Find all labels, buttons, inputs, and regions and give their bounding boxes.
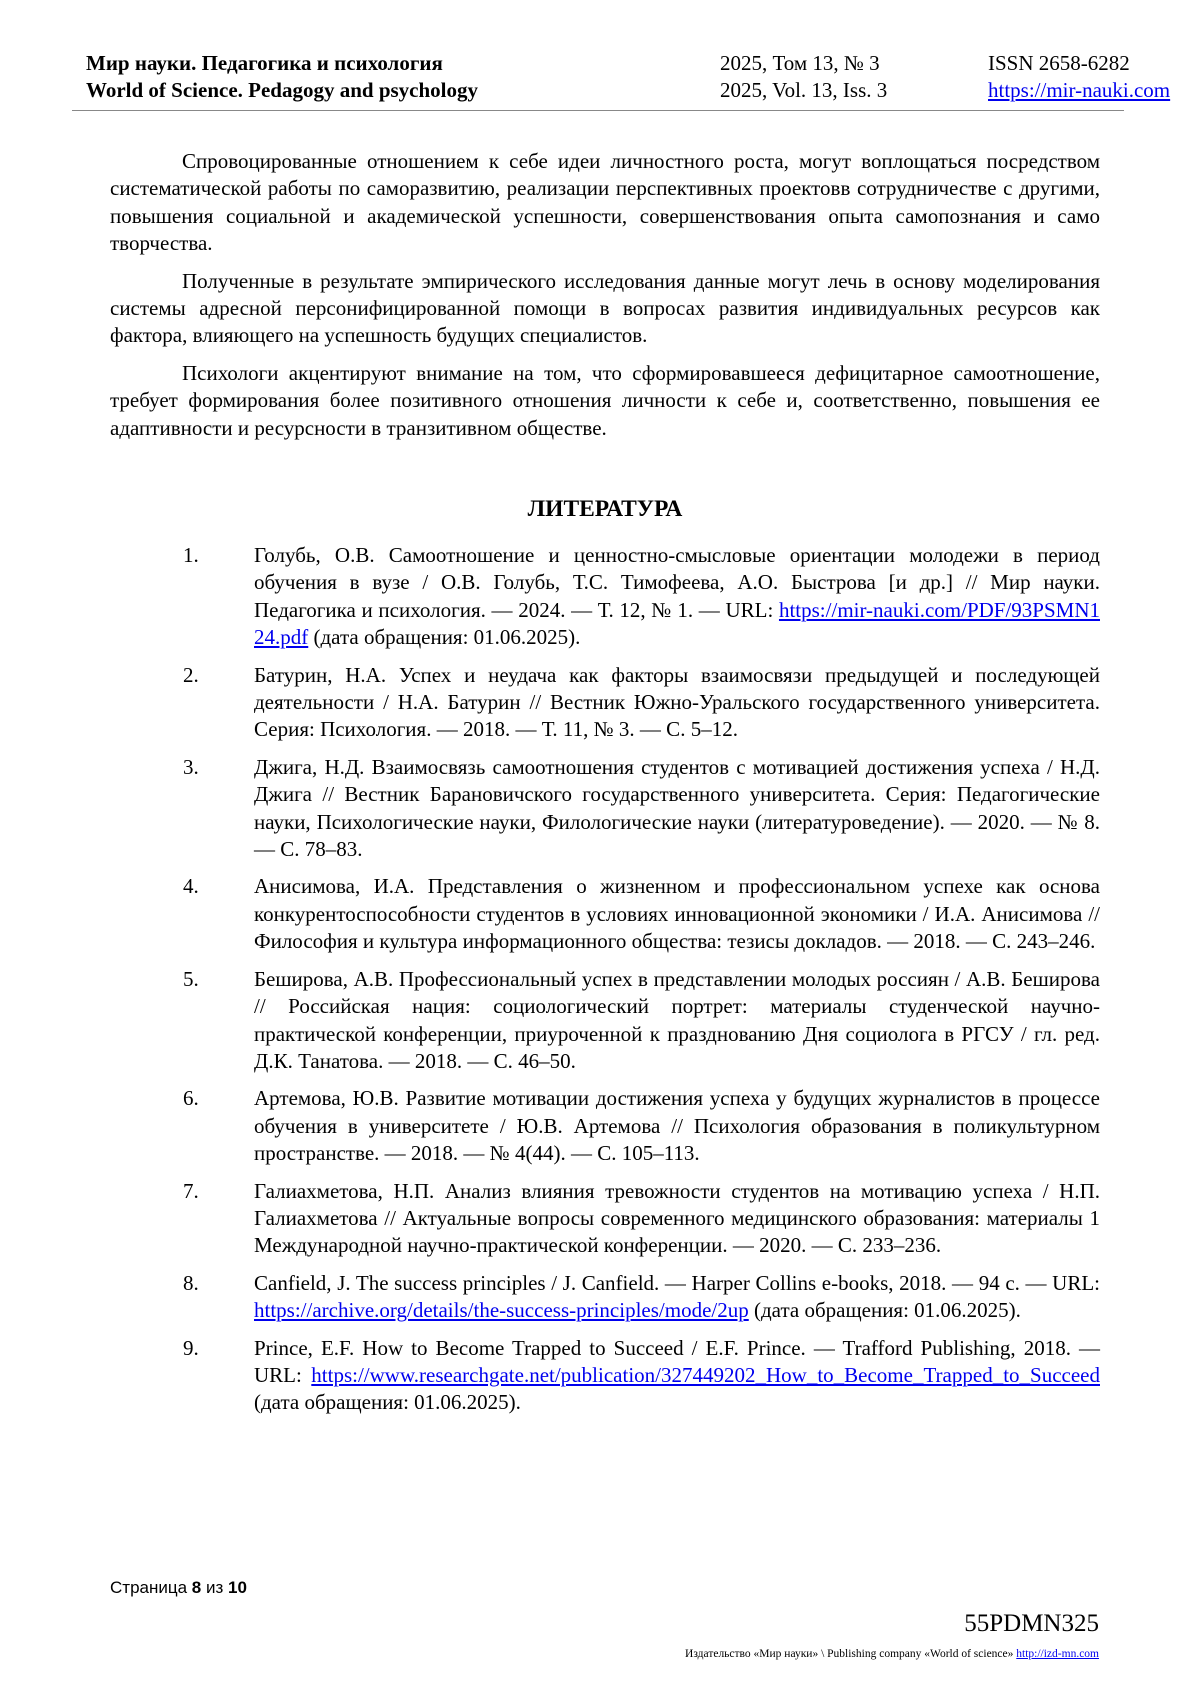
body-text	[110, 148, 1100, 452]
reference-number: 9.	[183, 1335, 199, 1360]
paragraph: Спровоцированные отношением к себе идеи личностного роста, могут воплощаться посредством систематической работы по саморазвитию, реализации перспективных проектовв сотрудничестве с другими, повышения социальной и академической успешности, совершенствования опыта самопознания и само творчества.	[110, 149, 1100, 256]
journal-title-ru: Мир науки. Педагогика и психология	[86, 51, 443, 75]
reference-text: Голубь, О.В. Самоотношение и ценностно-смысловые ориентации молодежи в период обучения в вузе / О.В. Голубь, Т.С. Тимофеева, А.О. Быстрова [и др.] // Мир науки. Педагогика и психология. — 2024. — Т. 12, № 1. — URL:	[254, 543, 1100, 622]
literature-heading: ЛИТЕРАТУРА	[527, 496, 683, 522]
journal-title	[86, 50, 478, 104]
paragraph: Психологи акцентируют внимание на том, что сформировавшееся дефицитарное самоотношение, требует формирования более позитивного отношения личности к себе и, соответственно, повышения ее адаптивности и ресурсности в транзитивном обществе.	[110, 360, 1100, 440]
reference-item	[110, 966, 1100, 1076]
reference-link[interactable]: https://mir-nauki.com/PDF/93PSMN124.pdf	[254, 597, 1100, 650]
page-current: 8	[191, 1578, 202, 1597]
issn-block	[988, 50, 1170, 104]
reference-number: 6.	[183, 1086, 199, 1111]
reference-text: Беширова, А.В. Профессиональный успех в представлении молодых россиян / А.В. Беширова // Российская нация: социологический портрет: материалы студенческой научно-практической конференции, приуроченной к празднованию Дня социолога в РГСУ / гл. ред. Д.К. Танатова. — 2018. — С. 46–50.	[254, 966, 1100, 1073]
reference-item	[110, 542, 1100, 652]
reference-text: Артемова, Ю.В. Развитие мотивации достижения успеха у будущих журналистов в процессе обучения в университете / Ю.В. Артемова // Психология образования в поликультурном пространстве. — 2018. — № 4(44). — С. 105–113.	[254, 1086, 1100, 1166]
reference-item	[110, 754, 1100, 864]
reference-text: Батурин, Н.А. Успех и неудача как факторы взаимосвязи предыдущей и последующей деятельности / Н.А. Батурин // Вестник Южно-Уральского государственного университета. Серия: Психология. — 2018. — Т. 11, № 3. — С. 5–12.	[254, 662, 1100, 742]
page-label: Страница	[110, 1578, 188, 1597]
issue-en: 2025, Vol. 13, Iss. 3	[720, 78, 888, 102]
reference-text: Canfield, J. The success principles / J. Canfield. — Harper Collins e-books, 2018. — 94 с. — URL:	[254, 1270, 1100, 1295]
issue-info	[720, 50, 887, 104]
reference-number: 1.	[183, 543, 199, 567]
publisher-line	[685, 1648, 1099, 1660]
running-header	[72, 48, 1171, 111]
reference-link[interactable]: https://www.researchgate.net/publication/327449202_How_to_Become_Trapped_to_Succeed	[311, 1362, 1100, 1387]
reference-number: 8.	[183, 1270, 199, 1295]
reference-access-date: (дата обращения: 01.06.2025).	[254, 1390, 521, 1415]
reference-number: 7.	[183, 1178, 199, 1203]
reference-number: 5.	[183, 966, 199, 991]
publisher-text: Издательство «Мир науки» \ Publishing company «World of science»	[685, 1648, 1014, 1660]
reference-item	[110, 873, 1100, 955]
reference-access-date: (дата обращения: 01.06.2025).	[748, 1298, 1021, 1323]
reference-text: Галиахметова, Н.П. Анализ влияния тревожности студентов на мотивацию успеха / Н.П. Галиахметова // Актуальные вопросы современного медицинского образования: материалы 1 Международной научно-практической конференции. — 2020. — С. 233–236.	[254, 1178, 1100, 1258]
reference-item	[110, 1085, 1100, 1167]
reference-list	[110, 542, 1100, 1427]
reference-number: 2.	[183, 662, 199, 687]
article-code: 55PDMN325	[964, 1610, 1099, 1637]
reference-text: Prince, E.F. How to Become Trapped to Succeed / E.F. Prince. — Trafford Publishing, 2018. — URL:	[254, 1335, 1100, 1387]
reference-item	[110, 662, 1100, 744]
reference-number: 4.	[183, 874, 199, 899]
page-of: из	[206, 1578, 224, 1597]
reference-text: Анисимова, И.А. Представления о жизненном и профессиональном успехе как основа конкурентоспособности студентов в условиях инновационной экономики / И.А. Анисимова // Философия и культура информационного общества: тезисы докладов. — 2018. — С. 243–246.	[254, 874, 1100, 954]
journal-title-en: World of Science. Pedagogy and psychology	[86, 78, 479, 102]
journal-site-link[interactable]: https://mir-nauki.com	[988, 78, 1171, 102]
page-counter	[110, 1578, 247, 1598]
reference-text: Джига, Н.Д. Взаимосвязь самоотношения студентов с мотивацией достижения успеха / Н.Д. Джига // Вестник Барановичского государственного университета. Серия: Педагогические науки, Психологические науки, Филологические науки (литературоведение). — 2020. — № 8. — С. 78–83.	[254, 754, 1100, 862]
page-total: 10	[228, 1578, 247, 1597]
publisher-link[interactable]: http://izd-mn.com	[1016, 1648, 1099, 1660]
reference-link[interactable]: https://archive.org/details/the-success-principles/mode/2up	[254, 1298, 749, 1323]
reference-access-date: (дата обращения: 01.06.2025).	[308, 625, 581, 650]
reference-number: 3.	[183, 754, 199, 779]
paragraph: Полученные в результате эмпирического исследования данные могут лечь в основу моделирования системы адресной персонифицированной помощи в вопросах развития индивидуальных ресурсов как фактора, влияющего на успешность будущих специалистов.	[110, 268, 1100, 348]
reference-item	[110, 1335, 1100, 1417]
issn: ISSN 2658-6282	[988, 51, 1130, 75]
reference-item	[110, 1270, 1100, 1325]
reference-item	[110, 1178, 1100, 1260]
issue-ru: 2025, Том 13, № 3	[720, 51, 880, 75]
